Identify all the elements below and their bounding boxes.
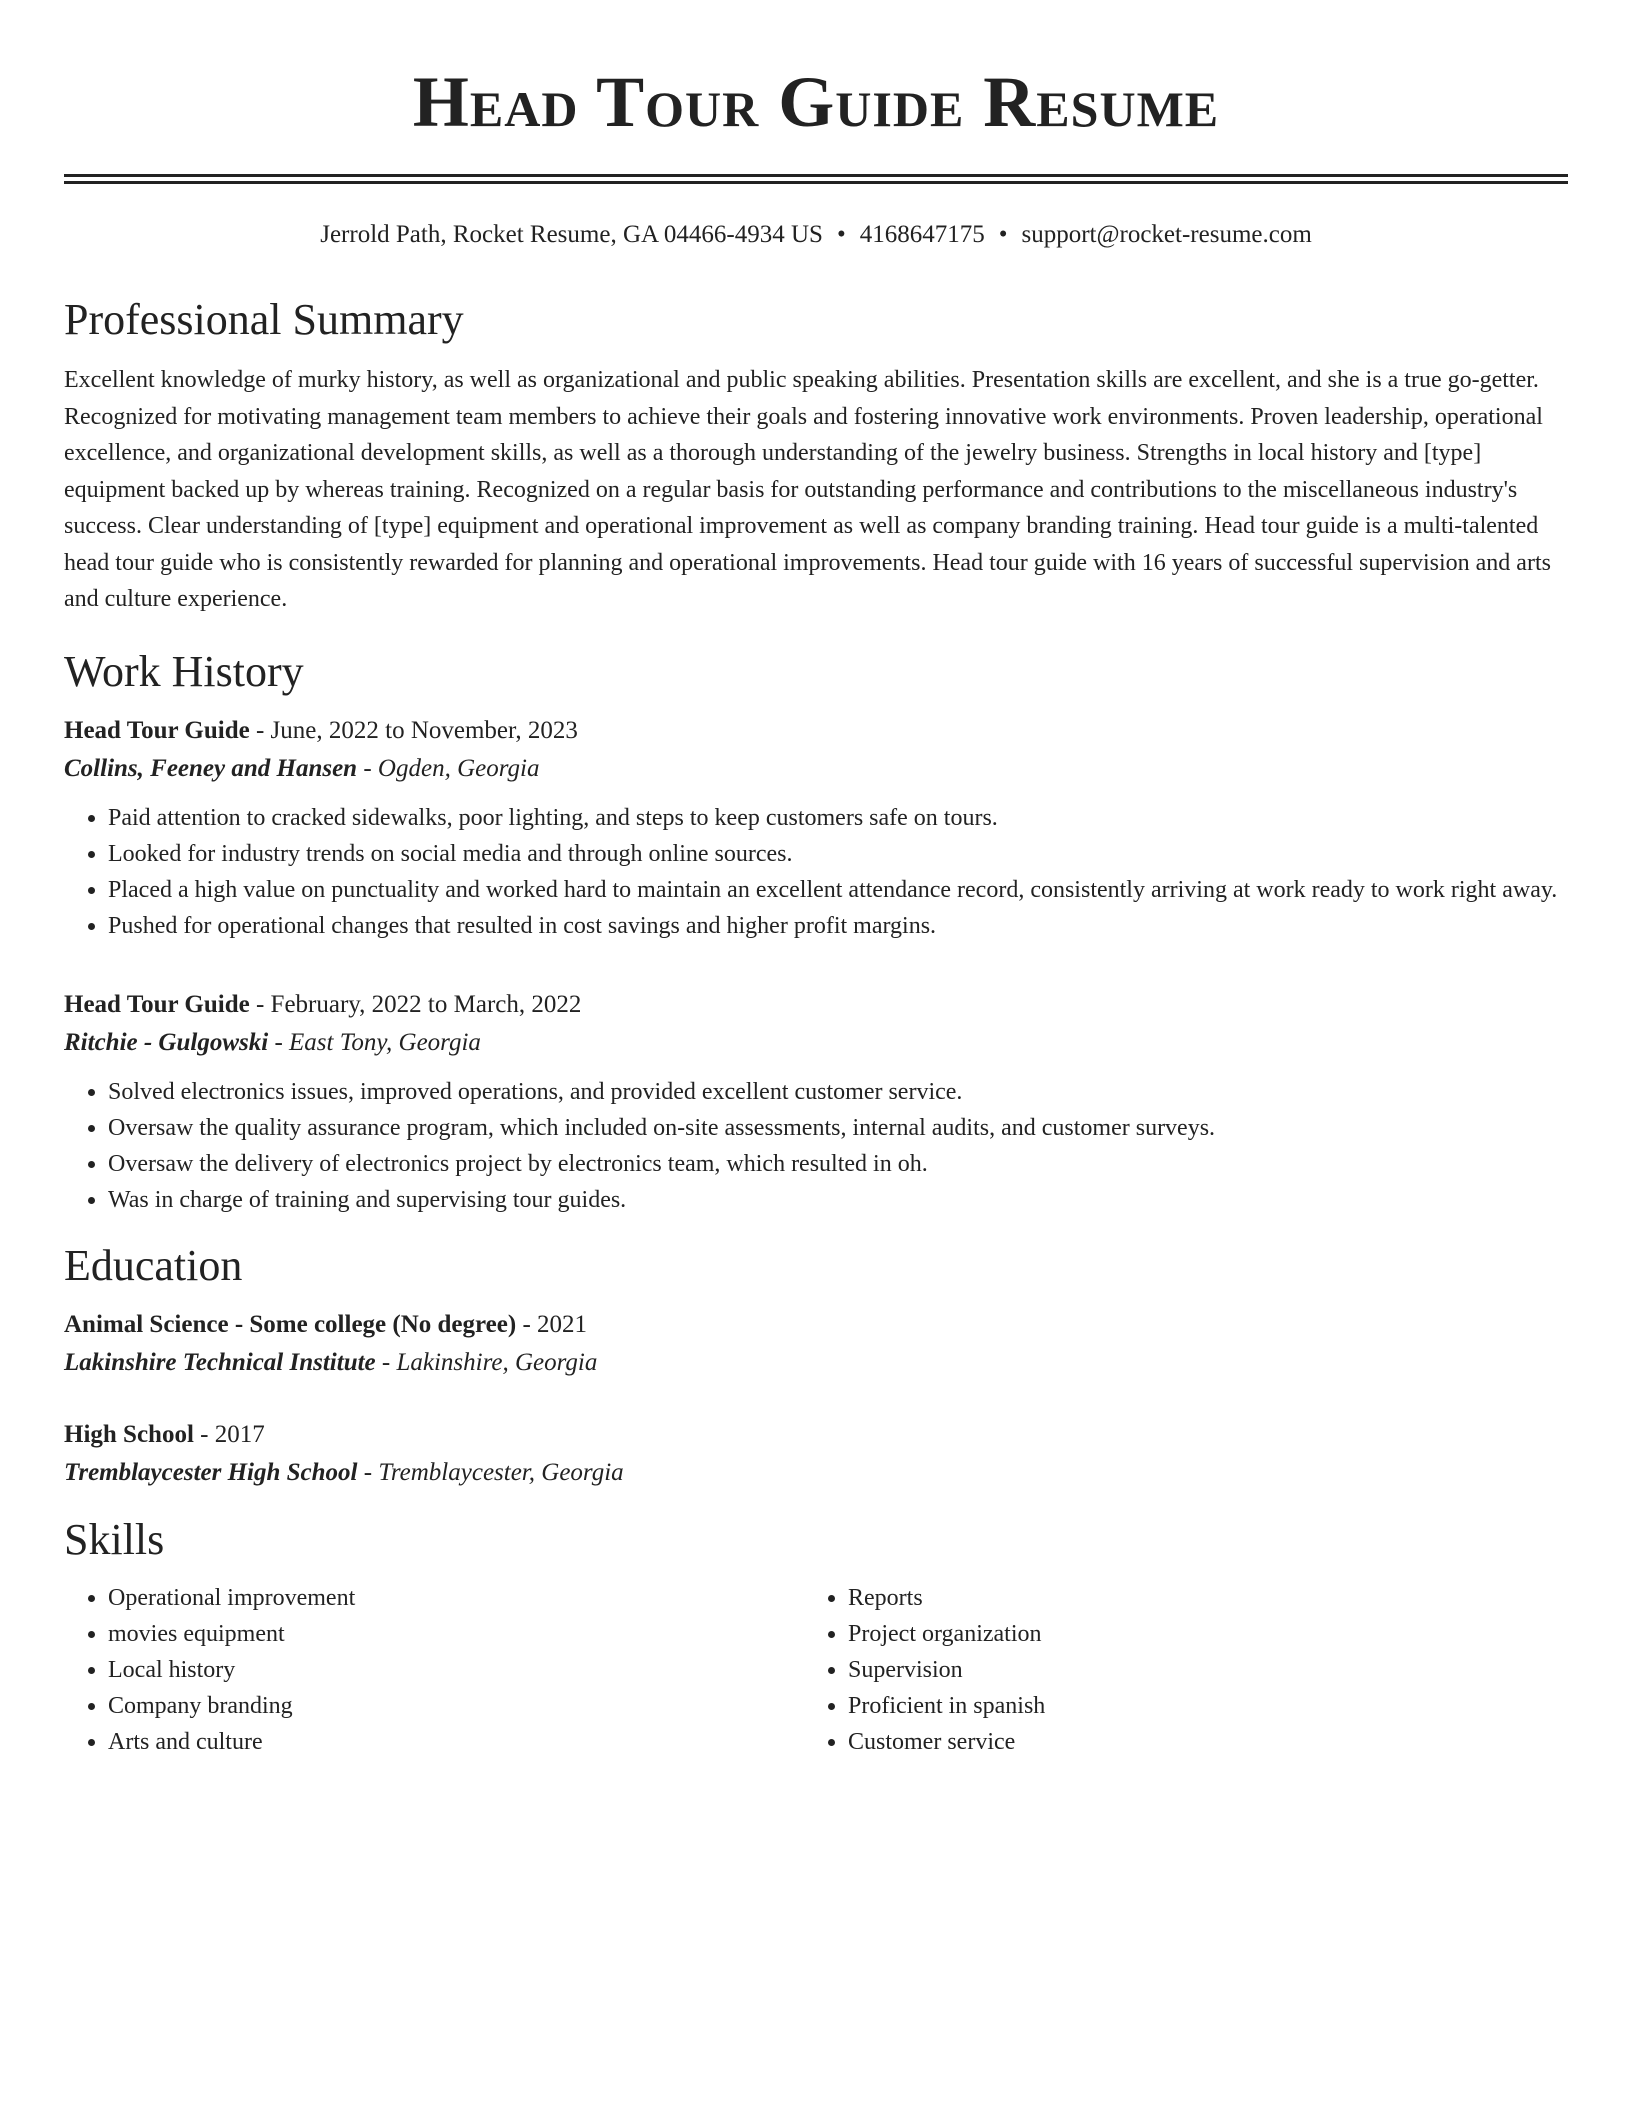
job-bullet: • Paid attention to cracked sidewalks, poor lighting, and steps to keep customers safe on tours.: [108, 800, 1568, 836]
education-section: [64, 1240, 1568, 1492]
job-entry: [64, 986, 1568, 1218]
skill-item: • Operational improvement: [108, 1580, 804, 1616]
summary-heading: Professional Summary: [64, 295, 464, 344]
job-bullet: • Solved electronics issues, improved operations, and provided excellent customer service.: [108, 1074, 1568, 1110]
job-company: Ritchie - Gulgowski: [64, 1028, 269, 1056]
education-entry: [64, 1416, 1568, 1492]
job-location: - East Tony, Georgia: [268, 1028, 481, 1056]
job-bullets: [64, 1074, 1568, 1218]
job-bullet: • Pushed for operational changes that resulted in cost savings and higher profit margins.: [108, 908, 1568, 944]
contact-phone: 4168647175: [859, 221, 985, 248]
job-dates: - February, 2022 to March, 2022: [249, 990, 582, 1018]
job-company-line: [64, 1024, 1568, 1062]
title-double-rule: [64, 174, 1568, 184]
skill-item: • Proficient in spanish: [848, 1688, 1544, 1724]
skills-column-left: [64, 1580, 804, 1760]
education-heading: Education: [64, 1240, 243, 1290]
education-degree-line: [64, 1306, 1568, 1344]
education-degree: High School: [64, 1420, 194, 1448]
job-bullet: • Placed a high value on punctuality and worked hard to maintain an excellent attendance record, consistently arriving at work ready to work right away.: [108, 872, 1568, 908]
job-dates: - June, 2022 to November, 2023: [249, 716, 578, 744]
skills-columns: [64, 1580, 1568, 1760]
skills-section: [64, 1514, 1568, 1760]
contact-line: [64, 218, 1568, 252]
job-title: Head Tour Guide: [64, 990, 250, 1018]
job-location: - Ogden, Georgia: [357, 754, 540, 782]
skill-item: • Company branding: [108, 1688, 804, 1724]
skill-item: • movies equipment: [108, 1616, 804, 1652]
education-year: - 2017: [193, 1420, 265, 1448]
education-degree: Animal Science - Some college (No degree): [64, 1310, 517, 1338]
skill-item: • Reports: [848, 1580, 1544, 1616]
education-degree-line: [64, 1416, 1568, 1454]
summary-section: [64, 294, 1568, 618]
job-entry: [64, 712, 1568, 944]
education-location: - Tremblaycester, Georgia: [357, 1458, 624, 1486]
work-history-heading: Work History: [64, 646, 304, 696]
skill-item: • Arts and culture: [108, 1724, 804, 1760]
job-title: Head Tour Guide: [64, 716, 250, 744]
contact-email[interactable]: support@rocket-resume.com: [1021, 221, 1312, 248]
work-history-section: [64, 646, 1568, 1218]
job-bullet: • Was in charge of training and supervising tour guides.: [108, 1182, 1568, 1218]
education-school: Lakinshire Technical Institute: [64, 1348, 376, 1376]
job-title-line: [64, 986, 1568, 1024]
job-bullets: [64, 800, 1568, 944]
skill-item: • Customer service: [848, 1724, 1544, 1760]
education-school-line: [64, 1344, 1568, 1382]
job-company-line: [64, 750, 1568, 788]
education-school-line: [64, 1454, 1568, 1492]
skill-item: • Project organization: [848, 1616, 1544, 1652]
education-school: Tremblaycester High School: [64, 1458, 358, 1486]
skills-column-right: [804, 1580, 1544, 1760]
job-company: Collins, Feeney and Hansen: [64, 754, 358, 782]
job-title-line: [64, 712, 1568, 750]
contact-address: Jerrold Path, Rocket Resume, GA 04466-4934 US: [320, 221, 823, 248]
education-location: - Lakinshire, Georgia: [375, 1348, 598, 1376]
contact-separator: •: [836, 221, 846, 248]
summary-text: Excellent knowledge of murky history, as well as organizational and public speaking abilities. Presentation skills are excellent, and she is a true go-getter. Recognized for motivating management team members to achieve their goals and fostering innovative work environments. Proven leadership, operational excellence, and organizational development skills, as well as a thorough understanding of the jewelry business. Strengths in local history and [type] equipment backed up by whereas training. Recognized on a regular basis for outstanding performance and contributions to the miscellaneous industry's success. Clear understanding of [type] equipment and operational improvement as well as company branding training. Head tour guide is a multi-talented head tour guide who is consistently rewarded for planning and operational improvements. Head tour guide with 16 years of successful supervision and arts and culture experience.: [64, 367, 1551, 612]
contact-separator: •: [998, 221, 1008, 248]
skill-item: • Local history: [108, 1652, 804, 1688]
skills-heading: Skills: [64, 1514, 165, 1564]
skill-item: • Supervision: [848, 1652, 1544, 1688]
education-year: - 2021: [516, 1310, 588, 1338]
job-bullet: • Oversaw the delivery of electronics project by electronics team, which resulted in oh.: [108, 1146, 1568, 1182]
resume-title: Head Tour Guide Resume: [412, 62, 1220, 142]
education-entry: [64, 1306, 1568, 1382]
job-bullet: • Looked for industry trends on social media and through online sources.: [108, 836, 1568, 872]
job-bullet: • Oversaw the quality assurance program, which included on-site assessments, internal audits, and customer surveys.: [108, 1110, 1568, 1146]
